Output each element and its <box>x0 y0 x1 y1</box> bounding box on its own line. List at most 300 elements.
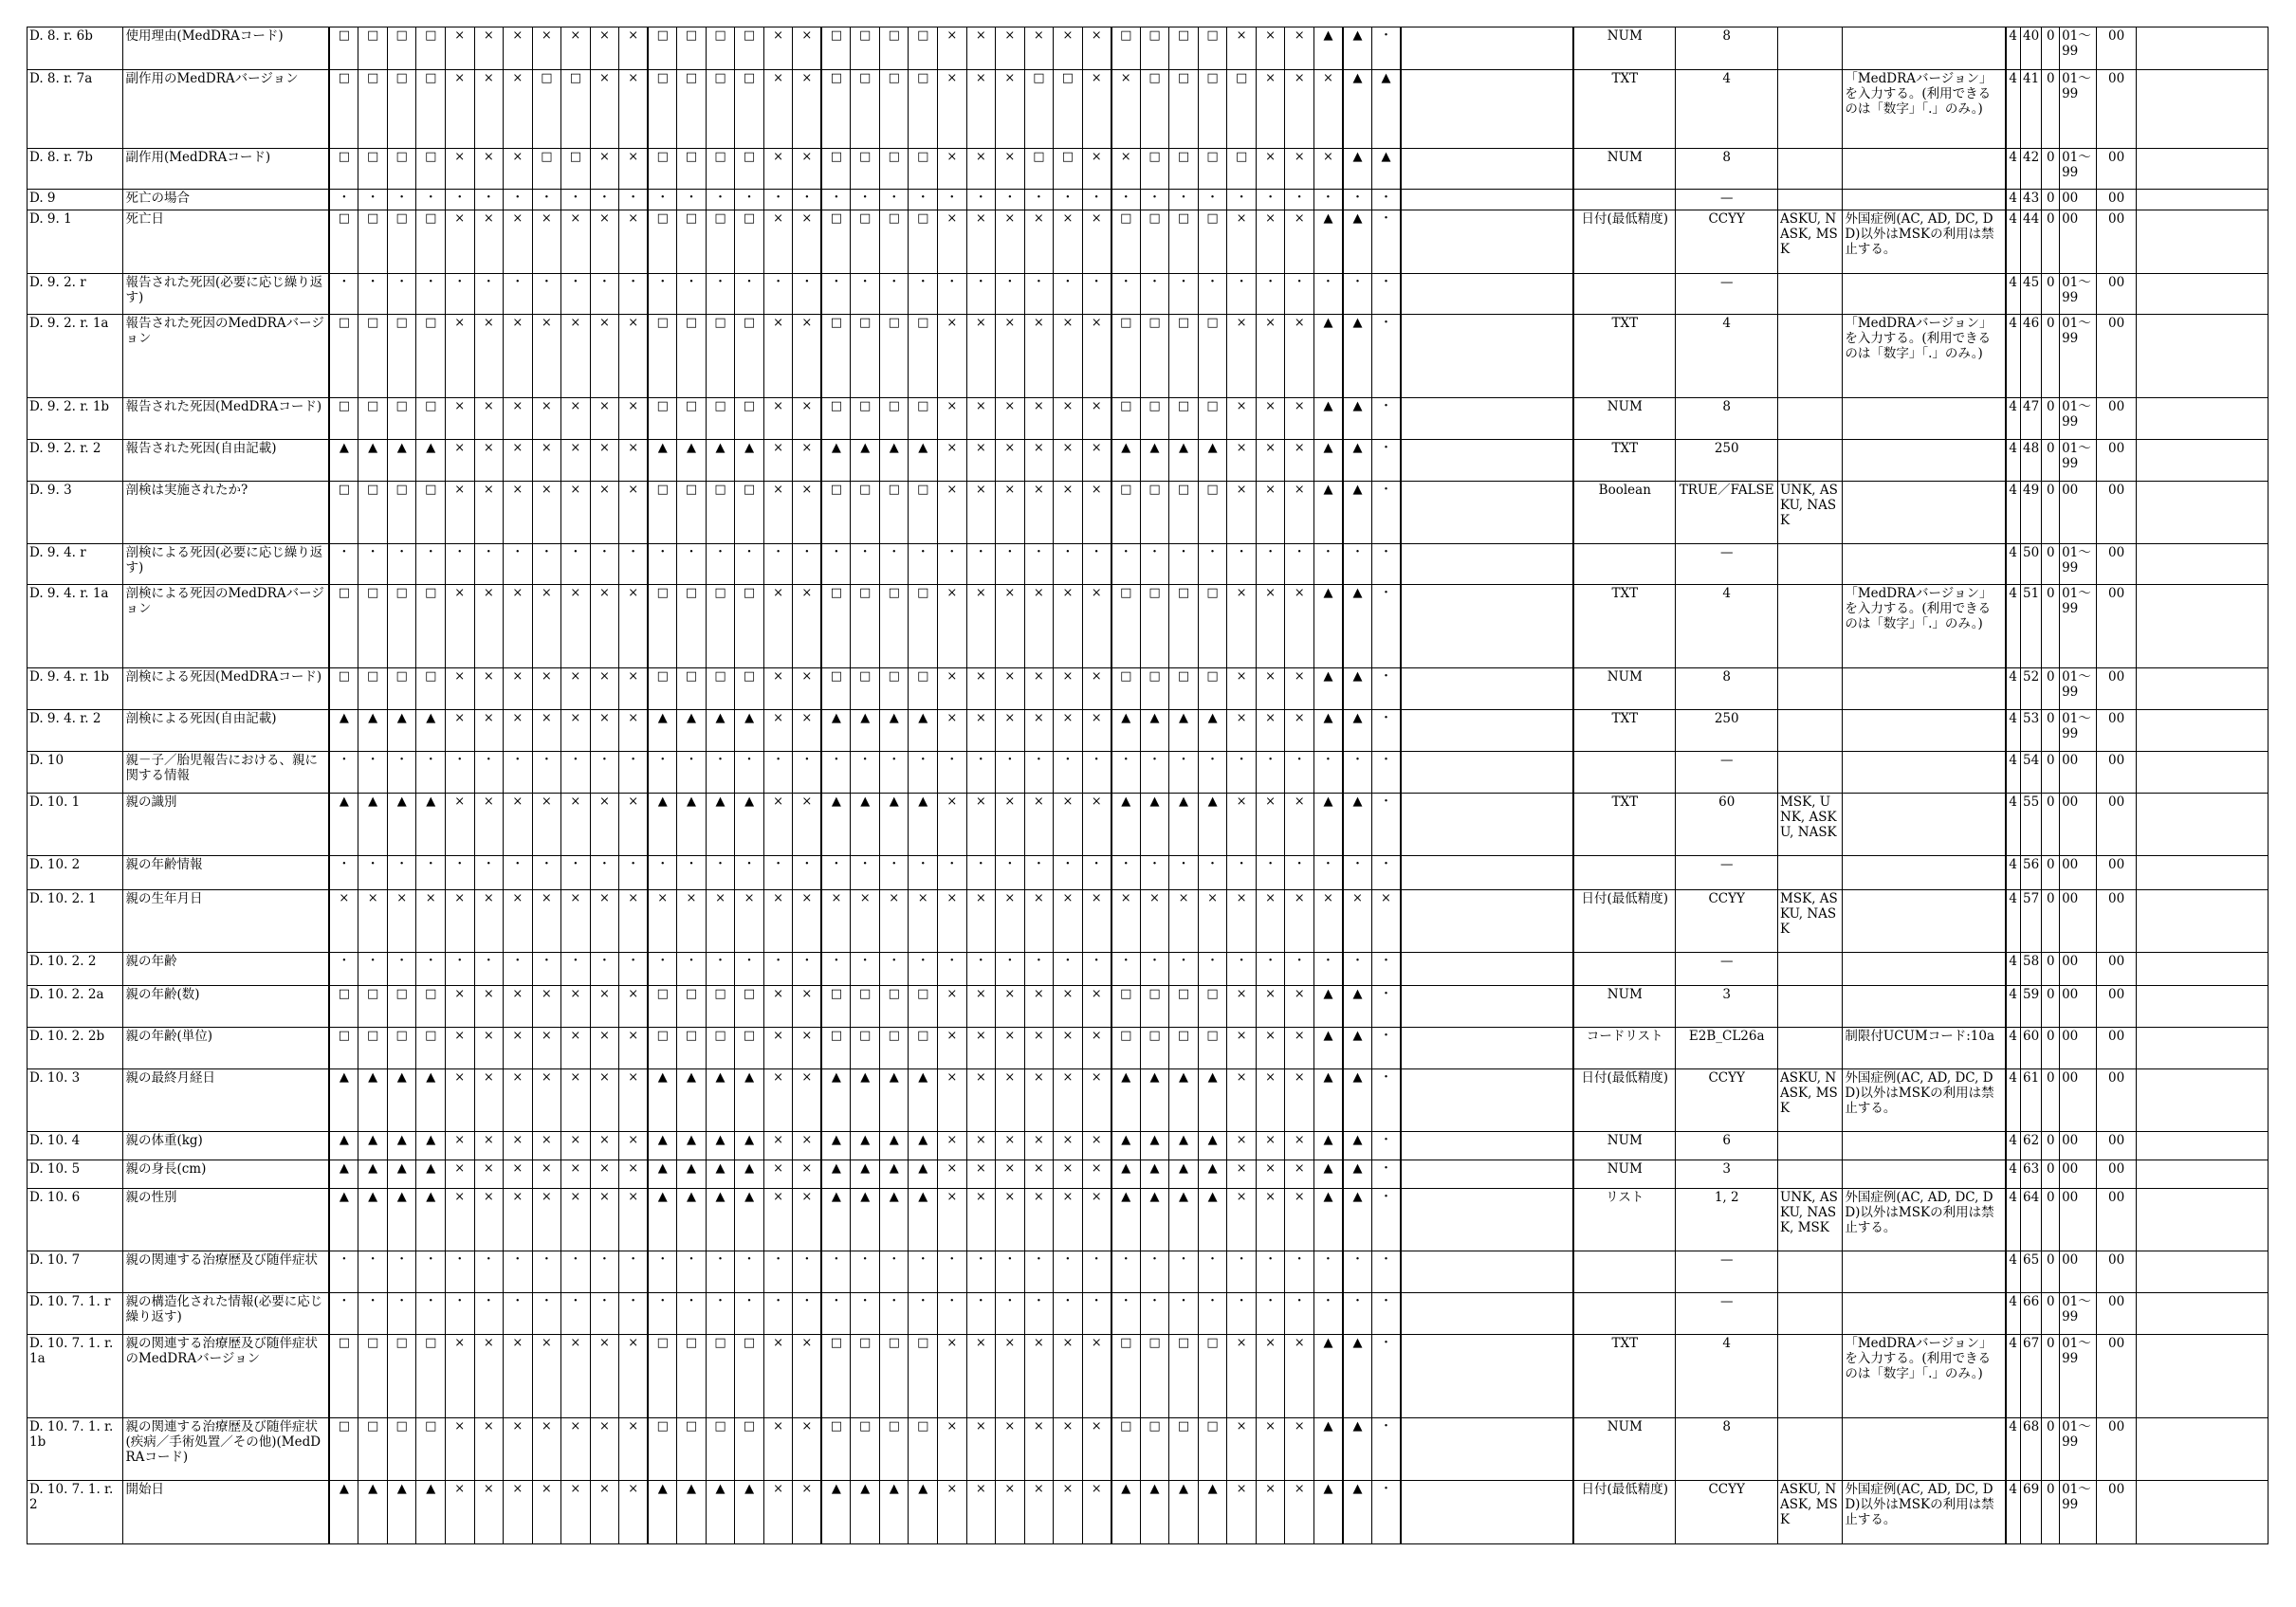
box-mark: □ <box>1111 315 1141 398</box>
cross-mark: × <box>1024 1481 1054 1544</box>
cross-mark: × <box>1227 398 1257 440</box>
flag: 0 <box>2042 1160 2060 1189</box>
flag: 0 <box>2042 794 2060 856</box>
blank-cell <box>1401 482 1573 544</box>
triangle-mark: ▲ <box>329 1189 358 1251</box>
dot-mark: ・ <box>416 1293 446 1335</box>
triangle-mark: ▲ <box>821 1189 851 1251</box>
triangle-mark: ▲ <box>1343 1069 1372 1132</box>
dot-mark: ・ <box>358 752 388 794</box>
box-mark: □ <box>1227 149 1257 190</box>
box-mark: □ <box>416 70 446 149</box>
box-mark: □ <box>1169 70 1199 149</box>
dot-mark: ・ <box>1371 1132 1401 1160</box>
note <box>1843 856 2006 890</box>
cross-mark: × <box>938 1028 967 1069</box>
item-name: 親の関連する治療歴及び随伴症状 <box>123 1251 329 1293</box>
dot-mark: ・ <box>561 953 591 986</box>
cross-mark: × <box>504 668 533 710</box>
data-type: NUM <box>1573 27 1676 70</box>
cross-mark: × <box>763 482 793 544</box>
level: 4 <box>2006 398 2021 440</box>
cross-mark: × <box>1054 398 1083 440</box>
note <box>1843 274 2006 315</box>
dot-mark: ・ <box>445 953 474 986</box>
triangle-mark: ▲ <box>1169 1481 1199 1544</box>
cross-mark: × <box>793 315 822 398</box>
triangle-mark: ▲ <box>387 794 416 856</box>
dot-mark: ・ <box>763 953 793 986</box>
box-mark: □ <box>1169 1335 1199 1418</box>
cross-mark: × <box>1256 1418 1285 1481</box>
box-mark: □ <box>358 482 388 544</box>
triangle-mark: ▲ <box>1343 1028 1372 1069</box>
box-mark: □ <box>648 585 677 668</box>
dot-mark: ・ <box>706 190 735 210</box>
max-length: 3 <box>1676 986 1778 1028</box>
dot-mark: ・ <box>879 1251 909 1293</box>
note <box>1843 794 2006 856</box>
extra-cell <box>2136 1028 2268 1069</box>
dot-mark: ・ <box>590 1293 619 1335</box>
flag: 0 <box>2042 27 2060 70</box>
cross-mark: × <box>504 1160 533 1189</box>
dot-mark: ・ <box>1256 953 1285 986</box>
dot-mark: ・ <box>677 752 707 794</box>
triangle-mark: ▲ <box>1169 710 1199 752</box>
box-mark: □ <box>677 482 707 544</box>
dot-mark: ・ <box>677 190 707 210</box>
dot-mark: ・ <box>1082 190 1111 210</box>
cross-mark: × <box>474 440 504 482</box>
cross-mark: × <box>1024 1160 1054 1189</box>
cross-mark: × <box>966 70 996 149</box>
flag: 0 <box>2042 210 2060 274</box>
triangle-mark: ▲ <box>1111 440 1141 482</box>
blank-cell <box>1401 794 1573 856</box>
cross-mark: × <box>1140 890 1169 953</box>
cross-mark: × <box>1054 1481 1083 1544</box>
dot-mark: ・ <box>648 1251 677 1293</box>
cross-mark: × <box>996 1069 1025 1132</box>
cross-mark: × <box>1227 1069 1257 1132</box>
data-type: リスト <box>1573 1189 1676 1251</box>
seq-number: 47 <box>2020 398 2042 440</box>
box-mark: □ <box>416 398 446 440</box>
dot-mark: ・ <box>532 856 561 890</box>
cross-mark: × <box>821 890 851 953</box>
dot-mark: ・ <box>706 544 735 585</box>
dot-mark: ・ <box>735 953 764 986</box>
seq-number: 42 <box>2020 149 2042 190</box>
blank-cell <box>1401 1189 1573 1251</box>
box-mark: □ <box>387 70 416 149</box>
cross-mark: × <box>1024 1132 1054 1160</box>
cross-mark: × <box>1024 398 1054 440</box>
cross-mark: × <box>445 1069 474 1132</box>
note <box>1843 27 2006 70</box>
level: 4 <box>2006 1069 2021 1132</box>
cross-mark: × <box>1256 70 1285 149</box>
triangle-mark: ▲ <box>387 710 416 752</box>
cross-mark: × <box>474 794 504 856</box>
box-mark: □ <box>648 1028 677 1069</box>
cross-mark: × <box>1024 27 1054 70</box>
level: 4 <box>2006 1251 2021 1293</box>
max-length: CCYY <box>1676 210 1778 274</box>
item-id: D. 10. 1 <box>28 794 123 856</box>
extra-cell <box>2136 1189 2268 1251</box>
max-length: 250 <box>1676 440 1778 482</box>
box-mark: □ <box>851 1335 880 1418</box>
cross-mark: × <box>532 710 561 752</box>
dot-mark: ・ <box>1313 544 1343 585</box>
dot-mark: ・ <box>1140 190 1169 210</box>
box-mark: □ <box>821 585 851 668</box>
extra-cell <box>2136 1293 2268 1335</box>
note <box>1843 710 2006 752</box>
box-mark: □ <box>358 210 388 274</box>
dot-mark: ・ <box>1371 544 1401 585</box>
dot-mark: ・ <box>1256 1251 1285 1293</box>
box-mark: □ <box>416 315 446 398</box>
table-row <box>28 986 2268 1028</box>
dot-mark: ・ <box>996 953 1025 986</box>
cross-mark: × <box>1227 440 1257 482</box>
cross-mark: × <box>619 398 649 440</box>
cross-mark: × <box>561 585 591 668</box>
triangle-mark: ▲ <box>851 1481 880 1544</box>
null-flavor <box>1778 856 1843 890</box>
cross-mark: × <box>966 1481 996 1544</box>
dot-mark: ・ <box>938 544 967 585</box>
cross-mark: × <box>474 710 504 752</box>
note: 外国症例(AC, AD, DC, DD)以外はMSKの利用は禁止する。 <box>1843 1189 2006 1251</box>
triangle-mark: ▲ <box>1343 149 1372 190</box>
triangle-mark: ▲ <box>909 794 938 856</box>
dot-mark: ・ <box>532 190 561 210</box>
max-length: 250 <box>1676 710 1778 752</box>
dot-mark: ・ <box>1371 585 1401 668</box>
cross-mark: × <box>474 1028 504 1069</box>
cross-mark: × <box>1285 210 1314 274</box>
cross-mark: × <box>1082 710 1111 752</box>
box-mark: □ <box>1198 210 1227 274</box>
cross-mark: × <box>1285 710 1314 752</box>
cross-mark: × <box>793 1335 822 1418</box>
cross-mark: × <box>1024 668 1054 710</box>
cross-mark: × <box>966 398 996 440</box>
cross-mark: × <box>561 986 591 1028</box>
extra-cell <box>2136 482 2268 544</box>
box-mark: □ <box>706 70 735 149</box>
triangle-mark: ▲ <box>1313 794 1343 856</box>
cross-mark: × <box>1198 890 1227 953</box>
cross-mark: × <box>504 1069 533 1132</box>
extra-cell <box>2136 544 2268 585</box>
repeat-range: 01～99 <box>2060 440 2097 482</box>
triangle-mark: ▲ <box>1313 440 1343 482</box>
table-row <box>28 752 2268 794</box>
data-type: NUM <box>1573 1160 1676 1189</box>
triangle-mark: ▲ <box>1313 1028 1343 1069</box>
cross-mark: × <box>504 482 533 544</box>
dot-mark: ・ <box>996 1293 1025 1335</box>
cross-mark: × <box>619 440 649 482</box>
cross-mark: × <box>474 1160 504 1189</box>
dot-mark: ・ <box>1371 1028 1401 1069</box>
cross-mark: × <box>504 1335 533 1418</box>
cross-mark: × <box>938 1132 967 1160</box>
max-length: — <box>1676 190 1778 210</box>
cross-mark: × <box>1082 1481 1111 1544</box>
dot-mark: ・ <box>938 1293 967 1335</box>
data-type: Boolean <box>1573 482 1676 544</box>
dot-mark: ・ <box>1371 1189 1401 1251</box>
cross-mark: × <box>1082 440 1111 482</box>
seq-number: 52 <box>2020 668 2042 710</box>
dot-mark: ・ <box>648 856 677 890</box>
dot-mark: ・ <box>474 953 504 986</box>
cross-mark: × <box>504 440 533 482</box>
dot-mark: ・ <box>532 1251 561 1293</box>
dot-mark: ・ <box>387 1251 416 1293</box>
dot-mark: ・ <box>329 856 358 890</box>
code: 00 <box>2097 1335 2136 1418</box>
dot-mark: ・ <box>763 544 793 585</box>
extra-cell <box>2136 190 2268 210</box>
blank-cell <box>1401 752 1573 794</box>
extra-cell <box>2136 986 2268 1028</box>
triangle-mark: ▲ <box>706 1189 735 1251</box>
dot-mark: ・ <box>1343 274 1372 315</box>
box-mark: □ <box>1111 986 1141 1028</box>
null-flavor <box>1778 585 1843 668</box>
triangle-mark: ▲ <box>879 1481 909 1544</box>
item-id: D. 10. 7. 1. r <box>28 1293 123 1335</box>
dot-mark: ・ <box>1371 440 1401 482</box>
flag: 0 <box>2042 544 2060 585</box>
cross-mark: × <box>532 27 561 70</box>
cross-mark: × <box>938 986 967 1028</box>
item-name: 死亡日 <box>123 210 329 274</box>
cross-mark: × <box>966 1418 996 1481</box>
triangle-mark: ▲ <box>1140 1481 1169 1544</box>
item-id: D. 10. 7. 1. r. 1a <box>28 1335 123 1418</box>
cross-mark: × <box>1082 1132 1111 1160</box>
dot-mark: ・ <box>1169 190 1199 210</box>
seq-number: 48 <box>2020 440 2042 482</box>
dot-mark: ・ <box>445 544 474 585</box>
box-mark: □ <box>358 585 388 668</box>
dot-mark: ・ <box>1198 274 1227 315</box>
cross-mark: × <box>1227 482 1257 544</box>
triangle-mark: ▲ <box>1343 794 1372 856</box>
cross-mark: × <box>1082 210 1111 274</box>
dot-mark: ・ <box>735 1251 764 1293</box>
cross-mark: × <box>590 70 619 149</box>
triangle-mark: ▲ <box>1343 1335 1372 1418</box>
triangle-mark: ▲ <box>1198 1069 1227 1132</box>
triangle-mark: ▲ <box>1343 315 1372 398</box>
item-name: 親の構造化された情報(必要に応じ繰り返す) <box>123 1293 329 1335</box>
box-mark: □ <box>735 149 764 190</box>
dot-mark: ・ <box>1024 752 1054 794</box>
dot-mark: ・ <box>474 856 504 890</box>
cross-mark: × <box>938 710 967 752</box>
dot-mark: ・ <box>793 856 822 890</box>
cross-mark: × <box>1054 585 1083 668</box>
level: 4 <box>2006 856 2021 890</box>
table-row <box>28 794 2268 856</box>
item-name: 親の年齢(数) <box>123 986 329 1028</box>
blank-cell <box>1401 1160 1573 1189</box>
repeat-range: 00 <box>2060 210 2097 274</box>
dot-mark: ・ <box>735 190 764 210</box>
dot-mark: ・ <box>763 752 793 794</box>
flag: 0 <box>2042 274 2060 315</box>
box-mark: □ <box>851 398 880 440</box>
box-mark: □ <box>909 668 938 710</box>
box-mark: □ <box>706 1028 735 1069</box>
null-flavor: MSK, ASKU, NASK <box>1778 890 1843 953</box>
blank-cell <box>1401 1418 1573 1481</box>
cross-mark: × <box>763 585 793 668</box>
dot-mark: ・ <box>1054 856 1083 890</box>
dot-mark: ・ <box>416 856 446 890</box>
cross-mark: × <box>938 440 967 482</box>
extra-cell <box>2136 398 2268 440</box>
flag: 0 <box>2042 190 2060 210</box>
null-flavor: MSK, UNK, ASKU, NASK <box>1778 794 1843 856</box>
flag: 0 <box>2042 1481 2060 1544</box>
box-mark: □ <box>879 585 909 668</box>
cross-mark: × <box>474 1189 504 1251</box>
note <box>1843 440 2006 482</box>
cross-mark: × <box>561 398 591 440</box>
cross-mark: × <box>1285 1069 1314 1132</box>
cross-mark: × <box>996 1160 1025 1189</box>
cross-mark: × <box>561 1028 591 1069</box>
max-length: — <box>1676 752 1778 794</box>
cross-mark: × <box>1054 1028 1083 1069</box>
dot-mark: ・ <box>1227 856 1257 890</box>
box-mark: □ <box>416 482 446 544</box>
cross-mark: × <box>1082 1418 1111 1481</box>
cross-mark: × <box>938 794 967 856</box>
dot-mark: ・ <box>706 856 735 890</box>
cross-mark: × <box>532 1160 561 1189</box>
cross-mark: × <box>1082 668 1111 710</box>
triangle-mark: ▲ <box>1343 668 1372 710</box>
seq-number: 44 <box>2020 210 2042 274</box>
table-row <box>28 1069 2268 1132</box>
triangle-mark: ▲ <box>329 1069 358 1132</box>
box-mark: □ <box>1111 398 1141 440</box>
cross-mark: × <box>793 149 822 190</box>
cross-mark: × <box>996 1418 1025 1481</box>
dot-mark: ・ <box>1343 544 1372 585</box>
cross-mark: × <box>1256 585 1285 668</box>
triangle-mark: ▲ <box>821 1160 851 1189</box>
box-mark: □ <box>648 210 677 274</box>
box-mark: □ <box>329 210 358 274</box>
dot-mark: ・ <box>1198 544 1227 585</box>
dot-mark: ・ <box>821 190 851 210</box>
data-type: 日付(最低精度) <box>1573 210 1676 274</box>
table-row <box>28 1481 2268 1544</box>
blank-cell <box>1401 315 1573 398</box>
cross-mark: × <box>1285 1335 1314 1418</box>
box-mark: □ <box>329 27 358 70</box>
cross-mark: × <box>706 890 735 953</box>
cross-mark: × <box>1082 398 1111 440</box>
dot-mark: ・ <box>763 1251 793 1293</box>
dot-mark: ・ <box>763 190 793 210</box>
box-mark: □ <box>648 1335 677 1418</box>
triangle-mark: ▲ <box>329 1132 358 1160</box>
item-id: D. 9. 2. r. 1b <box>28 398 123 440</box>
cross-mark: × <box>1256 149 1285 190</box>
triangle-mark: ▲ <box>735 1189 764 1251</box>
dot-mark: ・ <box>648 1293 677 1335</box>
box-mark: □ <box>821 210 851 274</box>
cross-mark: × <box>504 1189 533 1251</box>
item-id: D. 8. r. 7a <box>28 70 123 149</box>
data-type: TXT <box>1573 440 1676 482</box>
data-type <box>1573 544 1676 585</box>
cross-mark: × <box>590 1418 619 1481</box>
dot-mark: ・ <box>677 544 707 585</box>
triangle-mark: ▲ <box>358 1481 388 1544</box>
cross-mark: × <box>1227 585 1257 668</box>
box-mark: □ <box>416 1418 446 1481</box>
level: 4 <box>2006 986 2021 1028</box>
item-name: 死亡の場合 <box>123 190 329 210</box>
table-row <box>28 1293 2268 1335</box>
triangle-mark: ▲ <box>909 1160 938 1189</box>
item-id: D. 10 <box>28 752 123 794</box>
triangle-mark: ▲ <box>879 794 909 856</box>
repeat-range: 01～99 <box>2060 27 2097 70</box>
triangle-mark: ▲ <box>706 1132 735 1160</box>
triangle-mark: ▲ <box>735 1160 764 1189</box>
box-mark: □ <box>1140 986 1169 1028</box>
dot-mark: ・ <box>561 1251 591 1293</box>
cross-mark: × <box>474 315 504 398</box>
cross-mark: × <box>1256 1132 1285 1160</box>
blank-cell <box>1401 953 1573 986</box>
cross-mark: × <box>996 315 1025 398</box>
dot-mark: ・ <box>793 544 822 585</box>
cross-mark: × <box>1024 585 1054 668</box>
cross-mark: × <box>1024 210 1054 274</box>
dot-mark: ・ <box>1227 752 1257 794</box>
box-mark: □ <box>1140 315 1169 398</box>
dot-mark: ・ <box>966 544 996 585</box>
null-flavor: ASKU, NASK, MSK <box>1778 1069 1843 1132</box>
triangle-mark: ▲ <box>706 710 735 752</box>
item-name: 親の体重(kg) <box>123 1132 329 1160</box>
cross-mark: × <box>1285 1028 1314 1069</box>
cross-mark: × <box>1054 1132 1083 1160</box>
cross-mark: × <box>996 398 1025 440</box>
triangle-mark: ▲ <box>1140 794 1169 856</box>
dot-mark: ・ <box>504 1293 533 1335</box>
dot-mark: ・ <box>1169 856 1199 890</box>
box-mark: □ <box>648 986 677 1028</box>
cross-mark: × <box>1227 986 1257 1028</box>
